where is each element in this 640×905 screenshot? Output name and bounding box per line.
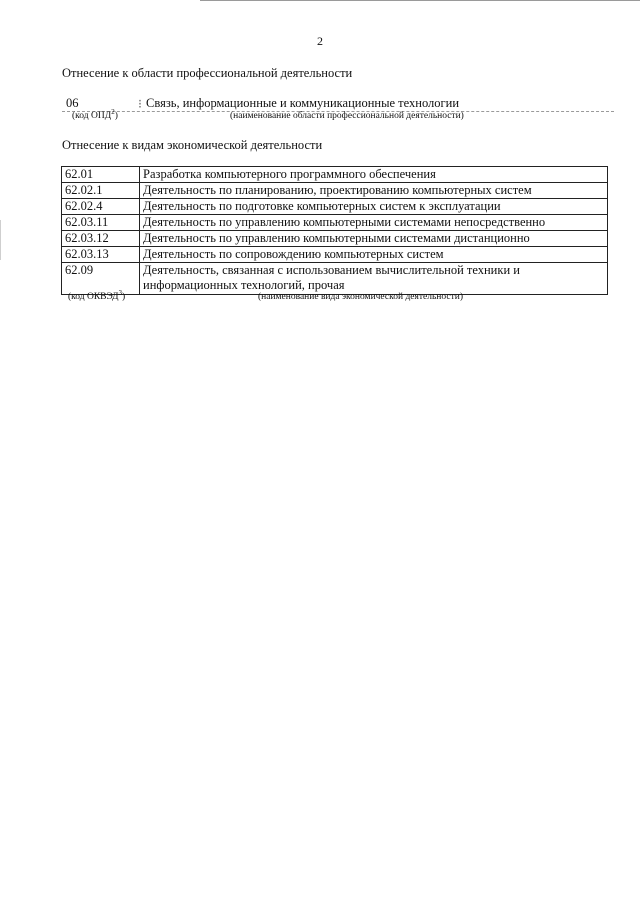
okved-code: 62.03.13 [62,247,140,263]
okved-code: 62.01 [62,167,140,183]
opd-heading: Отнесение к области профессиональной деятельности [62,66,353,80]
opd-name-caption: (наименование области профессиональной деятельности) [230,111,464,121]
okved-name: Деятельность по подготовке компьютерных систем к эксплуатации [140,199,608,215]
okved-heading: Отнесение к видам экономической деятельности [62,138,323,152]
page-number: 2 [317,34,323,48]
okved-name: Деятельность по сопровождению компьютерных систем [140,247,608,263]
scan-margin-mark [0,220,1,260]
okved-table [61,166,608,295]
okved-name: Деятельность по планированию, проектированию компьютерных систем [140,183,608,199]
table-row [62,263,608,295]
table-row [62,215,608,231]
okved-code: 62.03.12 [62,231,140,247]
opd-separator: ⁝ [138,97,142,111]
okved-name: Деятельность по управлению компьютерными системами дистанционно [140,231,608,247]
table-row [62,167,608,183]
table-row [62,183,608,199]
okved-name-caption: (наименование вида экономической деятельности) [258,292,463,302]
okved-code: 62.02.4 [62,199,140,215]
opd-code: 06 [66,96,79,110]
table-row [62,247,608,263]
okved-name: Деятельность, связанная с использованием вычислительной техники и информационных технологий, прочая [140,263,608,295]
opd-name: Связь, информационные и коммуникационные технологии [146,96,460,110]
opd-code-caption: (код ОПД$^2$) [72,107,118,121]
table-row [62,231,608,247]
okved-code: 62.02.1 [62,183,140,199]
okved-code-caption: (код ОКВЭД$^3$) [68,288,126,302]
okved-code: 62.03.11 [62,215,140,231]
opd-row [62,96,614,112]
okved-name: Деятельность по управлению компьютерными системами непосредственно [140,215,608,231]
scan-edge-line [200,0,640,1]
okved-name: Разработка компьютерного программного обеспечения [140,167,608,183]
table-row [62,199,608,215]
okved-code: 62.09 [62,263,140,295]
